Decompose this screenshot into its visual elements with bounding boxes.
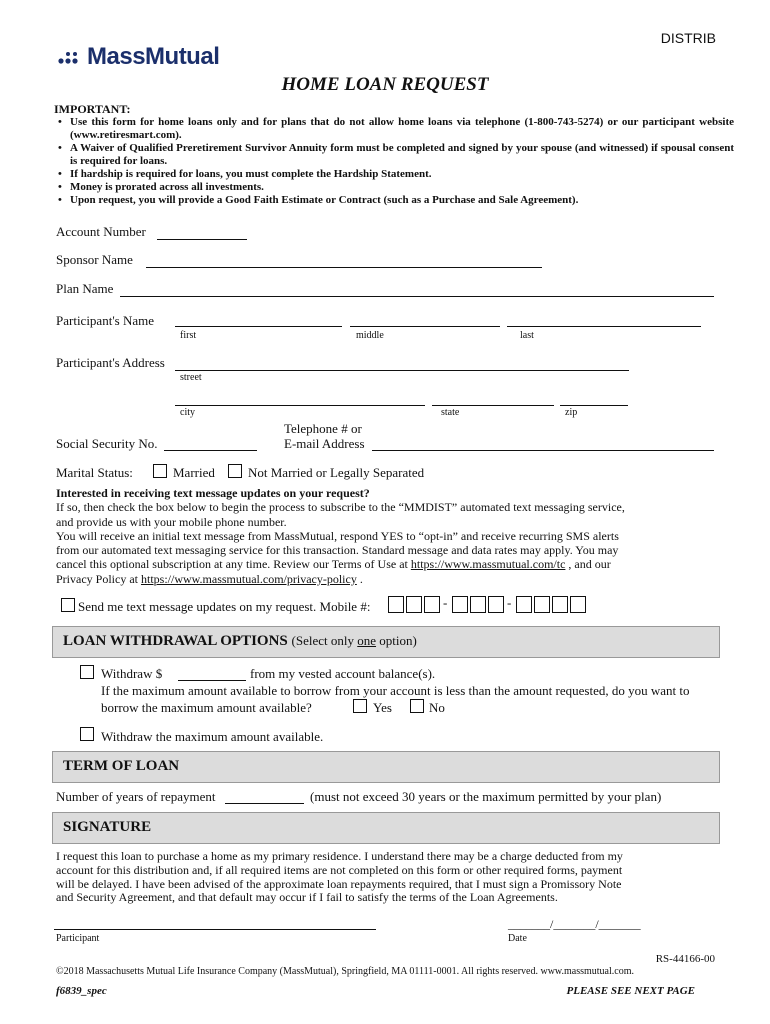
signature-statement <box>56 850 736 905</box>
withdraw-max-checkbox[interactable] <box>80 727 94 741</box>
borrow-max-no-label: No <box>429 700 445 715</box>
account-number-field[interactable] <box>157 239 247 240</box>
form-spec: f6839_spec <box>56 985 107 997</box>
telephone-label-line1: Telephone # or <box>284 421 362 436</box>
zip-caption: zip <box>565 407 578 418</box>
ssn-label: Social Security No. <box>56 436 158 451</box>
massmutual-logo <box>58 42 219 72</box>
max-question-line2: borrow the maximum amount available? <box>101 700 312 715</box>
important-item: • If hardship is required for loans, you must complete the Hardship Statement. <box>54 168 734 181</box>
mobile-digit-box[interactable] <box>452 596 468 613</box>
sms-line <box>56 557 726 571</box>
sms-line: You will receive an initial text message from MassMutual, respond YES to “opt-in” and receive recurring SMS alerts <box>56 528 619 543</box>
account-number-label: Account Number <box>56 224 146 239</box>
privacy-policy-link[interactable]: https://www.massmutual.com/privacy-policy <box>140 571 357 586</box>
married-checkbox[interactable] <box>153 464 167 478</box>
years-of-repayment-label: Number of years of repayment <box>56 789 216 804</box>
mobile-number-input[interactable] <box>388 596 608 614</box>
zip-field[interactable] <box>560 405 628 406</box>
signature-line: will be delayed. I have been advised of the approximate loan repayments required, that I must sign a Promissory Note <box>56 876 622 891</box>
city-caption: city <box>180 407 195 418</box>
sms-line: If so, then check the box below to begin the process to subscribe to the “MMDIST” automated text messaging service, <box>56 500 625 515</box>
mobile-digit-box[interactable] <box>534 596 550 613</box>
sms-line <box>56 572 726 586</box>
signature-line: I request this loan to purchase a home as my primary residence. I understand there may be a charge deducted from my <box>56 849 623 863</box>
sms-line-text: Privacy Policy at <box>56 571 141 586</box>
date-caption: Date <box>508 933 527 944</box>
logo-dots-icon <box>58 49 86 65</box>
first-name-field[interactable] <box>175 326 342 327</box>
distrib-label: DISTRIB <box>660 30 716 46</box>
last-name-field[interactable] <box>507 326 701 327</box>
street-caption: street <box>180 372 202 383</box>
plan-name-field[interactable] <box>120 296 714 297</box>
important-item: • Use this form for home loans only and for plans that do not allow home loans via telephone (1-800-743-5274) or our participant website (www.retiresmart.com). <box>54 116 734 142</box>
participant-caption: Participant <box>56 933 100 944</box>
logo-text: MassMutual <box>87 43 220 70</box>
sms-line: and provide us with your mobile phone number. <box>56 514 287 529</box>
state-caption: state <box>441 407 460 418</box>
important-item: • Money is prorated across all investments. <box>54 181 734 194</box>
not-married-checkbox[interactable] <box>228 464 242 478</box>
middle-caption: middle <box>356 330 384 341</box>
last-caption: last <box>520 330 534 341</box>
borrow-max-yes-label: Yes <box>373 700 392 715</box>
ssn-field[interactable] <box>164 450 257 451</box>
sms-info <box>56 486 726 586</box>
mobile-digit-box[interactable] <box>570 596 586 613</box>
sms-opt-in-checkbox[interactable] <box>61 598 75 612</box>
participant-name-label: Participant's Name <box>56 313 155 328</box>
sms-opt-in-label: Send me text message updates on my request. Mobile #: <box>78 599 371 614</box>
married-label: Married <box>173 465 215 480</box>
borrow-max-no-checkbox[interactable] <box>410 699 424 713</box>
participant-address-label: Participant's Address <box>56 355 165 370</box>
select-note-text: option) <box>376 633 417 648</box>
term-of-loan-title: TERM OF LOAN <box>63 758 180 774</box>
mobile-digit-box[interactable] <box>488 596 504 613</box>
mobile-digit-box[interactable] <box>552 596 568 613</box>
telephone-email-field[interactable] <box>372 450 714 451</box>
signature-line: account for this distribution and, if all required items are not completed on this form or other required forms, payment <box>56 862 623 877</box>
withdraw-amount-suffix: from my vested account balance(s). <box>250 666 436 681</box>
mobile-digit-box[interactable] <box>470 596 486 613</box>
sponsor-name-field[interactable] <box>146 267 542 268</box>
max-question-line1: If the maximum amount available to borrow from your account is less than the amount requested, do you want to <box>101 683 690 698</box>
state-field[interactable] <box>432 405 554 406</box>
page-title: HOME LOAN REQUEST <box>281 74 489 95</box>
important-section <box>54 103 734 207</box>
borrow-max-yes-checkbox[interactable] <box>353 699 367 713</box>
mobile-digit-box[interactable] <box>424 596 440 613</box>
signature-title: SIGNATURE <box>63 819 152 835</box>
city-field[interactable] <box>175 405 425 406</box>
important-item: • Upon request, you will provide a Good Faith Estimate or Contract (such as a Purchase and Sale Agreement). <box>54 194 734 207</box>
mobile-digit-box[interactable] <box>388 596 404 613</box>
mobile-dash: - <box>507 595 512 610</box>
mobile-dash: - <box>443 595 448 610</box>
years-of-repayment-note: (must not exceed 30 years or the maximum permitted by your plan) <box>310 789 662 804</box>
not-married-label: Not Married or Legally Separated <box>248 465 425 480</box>
telephone-label-line2: E-mail Address <box>284 436 365 451</box>
copyright: ©2018 Massachusetts Mutual Life Insurance Company (MassMutual), Springfield, MA 01111-0001. All rights reserved. www.massmutual.com. <box>56 966 634 977</box>
street-field[interactable] <box>175 370 629 371</box>
withdraw-amount-field[interactable] <box>178 680 246 681</box>
terms-of-use-link[interactable]: https://www.massmutual.com/tc <box>410 557 566 572</box>
important-item: • A Waiver of Qualified Preretirement Survivor Annuity form must be completed and signed by your spouse (and witnessed) if spousal consent is required for loans. <box>54 142 734 168</box>
sms-line-text: , and our <box>565 557 611 572</box>
sponsor-name-label: Sponsor Name <box>56 252 133 267</box>
select-note-one: one <box>357 633 377 648</box>
middle-name-field[interactable] <box>350 326 500 327</box>
form-code: RS-44166-00 <box>655 953 715 965</box>
sms-line: from our automated text messaging service for this transaction. Standard message and data rates may apply. You may <box>56 543 619 558</box>
loan-withdrawal-title: LOAN WITHDRAWAL OPTIONS <box>63 633 288 649</box>
signature-date-field[interactable]: _______/_______/_______ <box>508 917 641 931</box>
sms-line-text: cancel this optional subscription at any time. Review our Terms of Use at <box>56 557 411 572</box>
sms-line-text: . <box>356 571 363 586</box>
marital-status-label: Marital Status: <box>56 465 133 480</box>
term-of-loan-header <box>52 751 720 783</box>
signature-header <box>52 812 720 844</box>
sms-heading: Interested in receiving text message updates on your request? <box>56 486 370 500</box>
years-of-repayment-field[interactable] <box>225 803 304 804</box>
section-title <box>63 633 417 650</box>
mobile-digit-box[interactable] <box>406 596 422 613</box>
mobile-digit-box[interactable] <box>516 596 532 613</box>
select-note-text: (Select only <box>291 633 358 648</box>
withdraw-max-label: Withdraw the maximum amount available. <box>101 729 324 744</box>
important-heading: IMPORTANT: <box>54 102 131 116</box>
first-caption: first <box>180 330 197 341</box>
loan-withdrawal-options-header <box>52 626 720 658</box>
plan-name-label: Plan Name <box>56 281 114 296</box>
signature-line: and Security Agreement, and that default may occur if I fail to satisfy the terms of the Loan Agreements. <box>56 890 558 905</box>
select-one-note <box>292 633 417 648</box>
withdraw-amount-label: Withdraw $ <box>101 666 163 681</box>
next-page-note: PLEASE SEE NEXT PAGE <box>566 985 695 997</box>
participant-signature-field[interactable] <box>54 929 376 930</box>
withdraw-amount-checkbox[interactable] <box>80 665 94 679</box>
